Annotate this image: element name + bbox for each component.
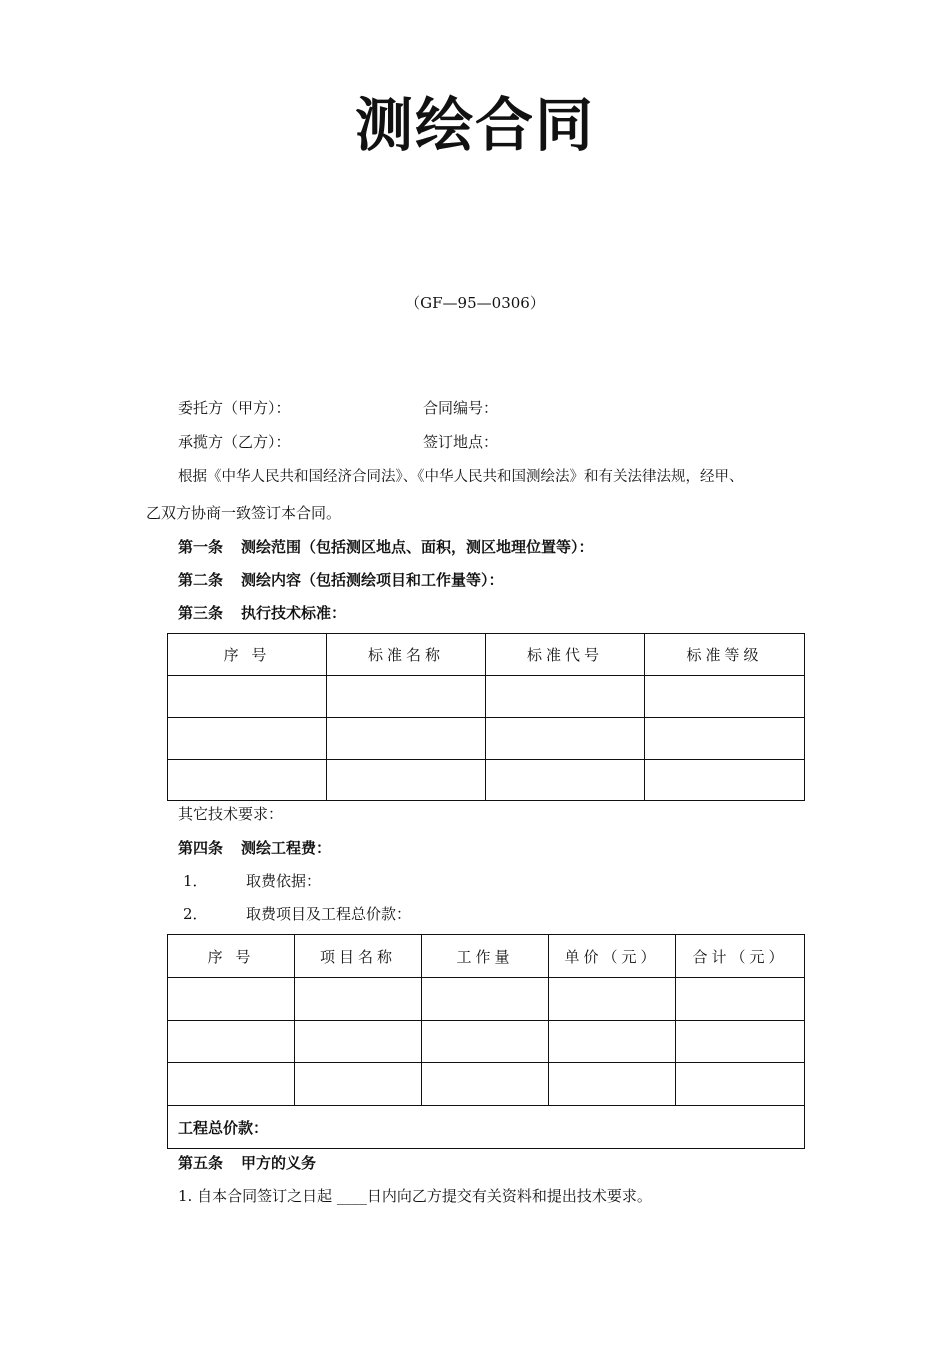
fee-item-2-number: 2． <box>183 905 208 923</box>
header-cell: 标准等级 <box>645 634 805 676</box>
table-row <box>168 978 805 1021</box>
article-2-text: 测绘内容（包括测绘项目和工作量等）： <box>241 571 504 589</box>
table-cell <box>327 718 486 760</box>
total-row <box>168 1106 805 1149</box>
client-label: 委托方（甲方）： <box>178 399 291 417</box>
table-cell <box>168 676 327 718</box>
table-cell <box>422 978 549 1021</box>
table-cell <box>645 676 805 718</box>
table-cell <box>422 1021 549 1063</box>
total-price-label: 工程总价款： <box>168 1106 805 1149</box>
article-3-number: 第三条 <box>178 604 224 622</box>
table-cell <box>168 978 295 1021</box>
table-cell <box>676 1021 805 1063</box>
article-5-item-1: 1. 自本合同签订之日起 ____日内向乙方提交有关资料和提出技术要求。 <box>178 1187 652 1205</box>
table-cell <box>168 1021 295 1063</box>
header-cell: 序 号 <box>168 634 327 676</box>
other-requirements-label: 其它技术要求： <box>178 805 284 823</box>
table-cell <box>645 718 805 760</box>
table-cell <box>486 718 645 760</box>
article-2 <box>178 569 504 590</box>
table-cell <box>645 760 805 801</box>
header-cell: 序 号 <box>168 935 295 978</box>
standards-header-row <box>168 634 805 676</box>
article-5 <box>178 1152 316 1173</box>
table-cell <box>676 1063 805 1106</box>
standards-table <box>167 633 805 801</box>
header-cell: 标准代号 <box>486 634 645 676</box>
header-cell: 标准名称 <box>327 634 486 676</box>
article-3-text: 执行技术标准： <box>241 604 347 622</box>
table-cell <box>327 760 486 801</box>
sign-place-label: 签订地点： <box>423 433 499 451</box>
document-title: 测绘合同 <box>354 91 595 159</box>
article-4-text: 测绘工程费： <box>241 839 332 857</box>
article-1 <box>178 536 594 557</box>
table-cell <box>549 1063 676 1106</box>
table-cell <box>486 760 645 801</box>
contractor-label: 承揽方（乙方）： <box>178 433 291 451</box>
article-1-number: 第一条 <box>178 538 224 556</box>
fee-item-1-text: 取费依据： <box>246 872 322 890</box>
table-cell <box>295 1021 422 1063</box>
contract-no-label: 合同编号： <box>423 399 499 417</box>
article-5-text: 甲方的义务 <box>241 1154 317 1172</box>
intro-line-2: 乙双方协商一致签订本合同。 <box>146 504 342 522</box>
header-cell: 项目名称 <box>295 935 422 978</box>
table-cell <box>549 978 676 1021</box>
intro-line-1: 根据《中华人民共和国经济合同法》、《中华人民共和国测绘法》和有关法律法规，经甲、 <box>178 469 744 485</box>
table-cell <box>676 978 805 1021</box>
table-cell <box>327 676 486 718</box>
table-cell <box>295 1063 422 1106</box>
contract-code: （GF—95—0306） <box>405 294 545 312</box>
header-cell: 工作量 <box>422 935 549 978</box>
fee-item-2-text: 取费项目及工程总价款： <box>246 905 412 923</box>
fee-header-row <box>168 935 805 978</box>
article-1-text: 测绘范围（包括测区地点、面积，测区地理位置等）： <box>241 538 594 556</box>
header-cell: 合计（元） <box>676 935 805 978</box>
table-cell <box>168 760 327 801</box>
article-3 <box>178 602 346 623</box>
header-cell: 单价（元） <box>549 935 676 978</box>
table-cell <box>422 1063 549 1106</box>
table-cell <box>295 978 422 1021</box>
table-cell <box>549 1021 676 1063</box>
article-5-number: 第五条 <box>178 1154 224 1172</box>
article-2-number: 第二条 <box>178 571 224 589</box>
table-cell <box>168 718 327 760</box>
table-row <box>168 1063 805 1106</box>
table-cell <box>168 1063 295 1106</box>
article-4-number: 第四条 <box>178 839 224 857</box>
table-row <box>168 760 805 801</box>
fee-table <box>167 934 805 1149</box>
table-row <box>168 1021 805 1063</box>
table-row <box>168 676 805 718</box>
table-row <box>168 718 805 760</box>
table-cell <box>486 676 645 718</box>
fee-item-1-number: 1． <box>183 872 208 890</box>
article-4 <box>178 837 331 858</box>
